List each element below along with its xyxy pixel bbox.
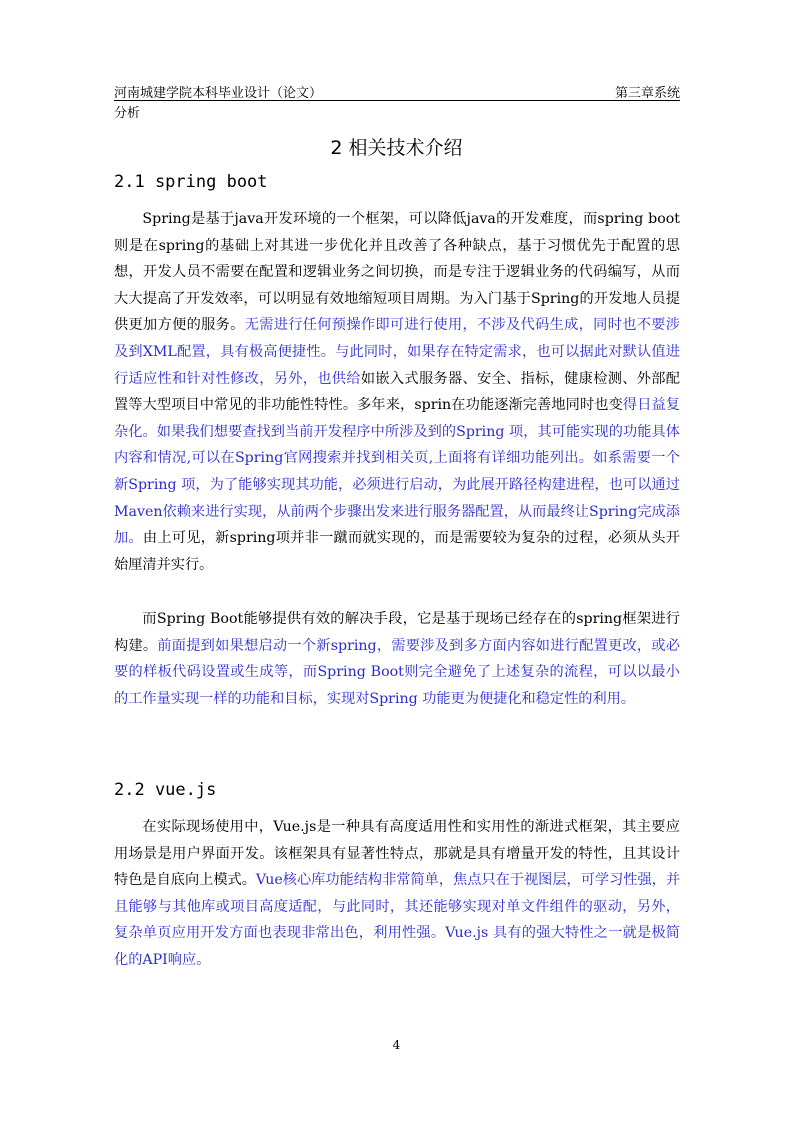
paragraph-text: 而Spring Boot能够提供有效的解决手段，它是基于现场已经存在的spring框架进行构建。 (114, 611, 680, 654)
section-body-spring-boot-2 (114, 606, 680, 712)
paragraph-text: 如嵌入式服务器、安全、指标，健康检测、外部配置等大型项目中常见的非功能性特性。多年来，sprin在功能逐渐完善地同时也变 (114, 370, 680, 414)
header-thesis-title: 河南城建学院本科毕业设计（论文） (114, 86, 323, 101)
page-number: 4 (392, 1038, 401, 1052)
section-body-spring-boot (114, 206, 680, 578)
paragraph-highlight-text: 得日益复杂化。如果我们想要查找到当前开发程序中所涉及到的Spring 项，其可能实现的功能具体内容和情况,可以在Spring官网搜索并找到相关页,上面将有详细功能列出。如系需要一个新Spring 项，为了能够实现其功能，必须进行启动，为此展开路径构建进程，也可以通过Maven依赖来进行实现，从前两个步骤出发来进行服务器配置，从而最终让Spring完成添加。 (114, 397, 680, 547)
paragraph (114, 606, 680, 712)
chapter-title: 2 相关技术介绍 (330, 137, 463, 159)
paragraph-text: 由上可见，新spring项并非一蹴而就实现的，而是需要较为复杂的过程，必须从头开始厘清并实行。 (114, 530, 680, 573)
paragraph-highlight-text: Vue核心库功能结构非常简单，焦点只在于视图层，可学习性强，并且能够与其他库或项目高度适配，与此同时，其还能够实现对单文件组件的驱动，另外，复杂单页应用开发方面也表现非常出色，利用性强。Vue.js 具有的强大特性之一就是极简化的API响应。 (114, 872, 681, 968)
section-heading-vuejs: 2.2 vue.js (114, 780, 217, 800)
section-body-vuejs (114, 814, 680, 974)
paragraph-highlight-text: 前面提到如果想启动一个新spring，需要涉及到多方面内容如进行配置更改，或必要的样板代码设置或生成等，而Spring Boot则完全避免了上述复杂的流程，可以以最小的工作量实现一样的功能和目标，实现对Spring 功能更为便捷化和稳定性的利用。 (114, 637, 680, 707)
header-chapter-label-wrap: 分析 (114, 106, 141, 121)
paragraph-text: Spring是基于java开发环境的一个框架，可以降低java的开发难度，而spring boot则是在spring的基础上对其进一步优化并且改善了各种缺点，基于习惯优先于配置的思想，开发人员不需要在配置和逻辑业务之间切换，而是专注于逻辑业务的代码编写，从而大大提高了开发效率，可以明显有效地缩短项目周期。为入门基于Spring的开发地人员提供更加方便的服务。 (114, 211, 680, 334)
section-heading-spring-boot: 2.1 spring boot (114, 172, 268, 192)
paragraph (114, 814, 680, 974)
paragraph (114, 206, 680, 578)
header-chapter-label: 第三章系统 (614, 86, 680, 101)
paragraph-highlight-text: 无需进行任何预操作即可进行使用，不涉及代码生成，同时也不要涉及到XML配置，具有极高便捷性。与此同时，如果存在特定需求，也可以据此对默认值进行适应性和针对性修改，另外，也供给 (114, 317, 680, 387)
page-header (114, 82, 680, 101)
paragraph-text: 在实际现场使用中，Vue.js是一种具有高度适用性和实用性的渐进式框架，其主要应用场景是用户界面开发。该框架具有显著性特点，那就是具有增量开发的特性，且其设计特色是自底向上模式。 (114, 819, 680, 889)
